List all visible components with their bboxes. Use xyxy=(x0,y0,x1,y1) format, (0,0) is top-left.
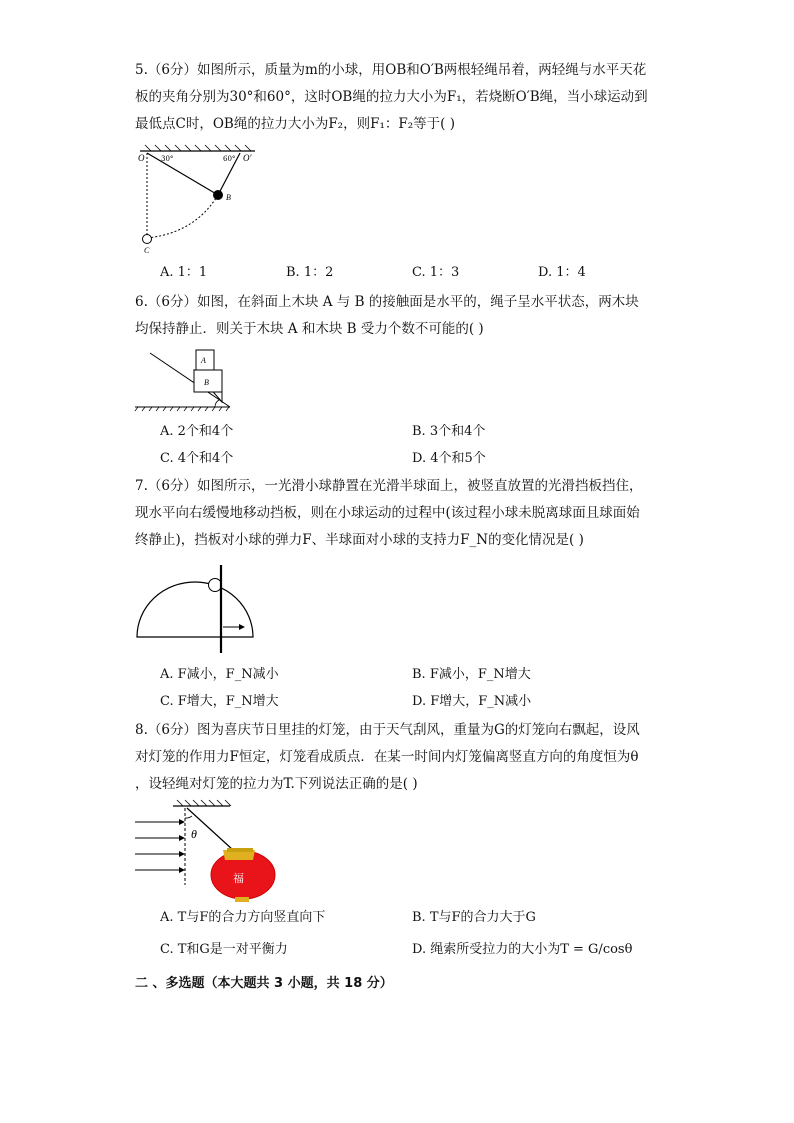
q5-angle-right: 60° xyxy=(223,155,236,163)
q6-option-c[interactable]: C. 4个和4个 xyxy=(160,451,234,466)
q6-option-b[interactable]: B. 3个和4个 xyxy=(412,424,486,439)
q6-line-1: 6.（6分）如图，在斜面上木块 A 与 B 的接触面是水平的，绳子呈水平状态，两木块 xyxy=(135,294,639,310)
q6-option-a[interactable]: A. 2个和4个 xyxy=(160,424,234,439)
q8-line-1: 8.（6分）图为喜庆节日里挂的灯笼，由于天气刮风，重量为G的灯笼向右飘起，设风 xyxy=(135,722,640,738)
q5-label-c: C xyxy=(144,246,150,255)
q5-angle-left: 30° xyxy=(161,155,174,163)
q6-option-d[interactable]: D. 4个和5个 xyxy=(412,451,486,466)
q5-label-o-prime: O′ xyxy=(243,153,252,163)
q5-option-c[interactable]: C. 1：3 xyxy=(412,265,460,280)
q7-line-1: 7.（6分）如图所示，一光滑小球静置在光滑半球面上，被竖直放置的光滑挡板挡住， xyxy=(135,478,643,494)
lantern-text: 福 xyxy=(233,872,244,885)
q7-option-c[interactable]: C. F增大，F_N增大 xyxy=(160,694,279,709)
q8-figure xyxy=(135,800,280,905)
q8-line-3: ，设轻绳对灯笼的拉力为T.下列说法正确的是( ) xyxy=(135,776,418,792)
q5-label-o: O xyxy=(138,153,145,163)
q5-line-2: 板的夹角分别为30°和60°，这时OB绳的拉力大小为F₁，若烧断O′B绳，当小球运动到 xyxy=(135,89,648,105)
q5-label-b: B xyxy=(226,193,231,202)
q6-figure xyxy=(135,345,235,415)
q7-line-2: 现水平向右缓慢地移动挡板，则在小球运动的过程中(该过程小球未脱离球面且球面始 xyxy=(135,505,640,521)
q8-label-theta: θ xyxy=(191,827,197,841)
q6-label-b: B xyxy=(204,378,209,387)
q8-option-c[interactable]: C. T和G是一对平衡力 xyxy=(160,942,288,957)
q8-option-b[interactable]: B. T与F的合力大于G xyxy=(412,910,536,925)
section-2-heading: 二 、多选题（本大题共 3 小题，共 18 分） xyxy=(135,976,393,991)
q8-line-2: 对灯笼的作用力F恒定，灯笼看成质点．在某一时间内灯笼偏离竖直方向的角度恒为θ xyxy=(135,749,639,765)
q6-label-a: A xyxy=(201,356,206,365)
q6-line-2: 均保持静止．则关于木块 A 和木块 B 受力个数不可能的( ) xyxy=(135,321,484,337)
q8-option-d[interactable]: D. 绳索所受拉力的大小为T = G/cosθ xyxy=(412,942,633,957)
q7-option-a[interactable]: A. F减小，F_N减小 xyxy=(160,667,279,682)
q7-option-b[interactable]: B. F减小，F_N增大 xyxy=(412,667,531,682)
q5-line-3: 最低点C时，OB绳的拉力大小为F₂，则F₁：F₂等于( ) xyxy=(135,116,455,132)
q5-option-a[interactable]: A. 1：1 xyxy=(160,265,208,280)
q5-option-d[interactable]: D. 1：4 xyxy=(538,265,586,280)
q7-option-d[interactable]: D. F增大，F_N减小 xyxy=(412,694,532,709)
q5-figure xyxy=(135,145,265,255)
q7-line-3: 终静止)，挡板对小球的弹力F、半球面对小球的支持力F_N的变化情况是( ) xyxy=(135,532,584,548)
q7-figure xyxy=(135,565,255,655)
q8-option-a[interactable]: A. T与F的合力方向竖直向下 xyxy=(160,910,326,925)
q5-option-b[interactable]: B. 1：2 xyxy=(286,265,334,280)
q5-line-1: 5.（6分）如图所示，质量为m的小球，用OB和O′B两根轻绳吊着，两轻绳与水平天花 xyxy=(135,62,647,78)
